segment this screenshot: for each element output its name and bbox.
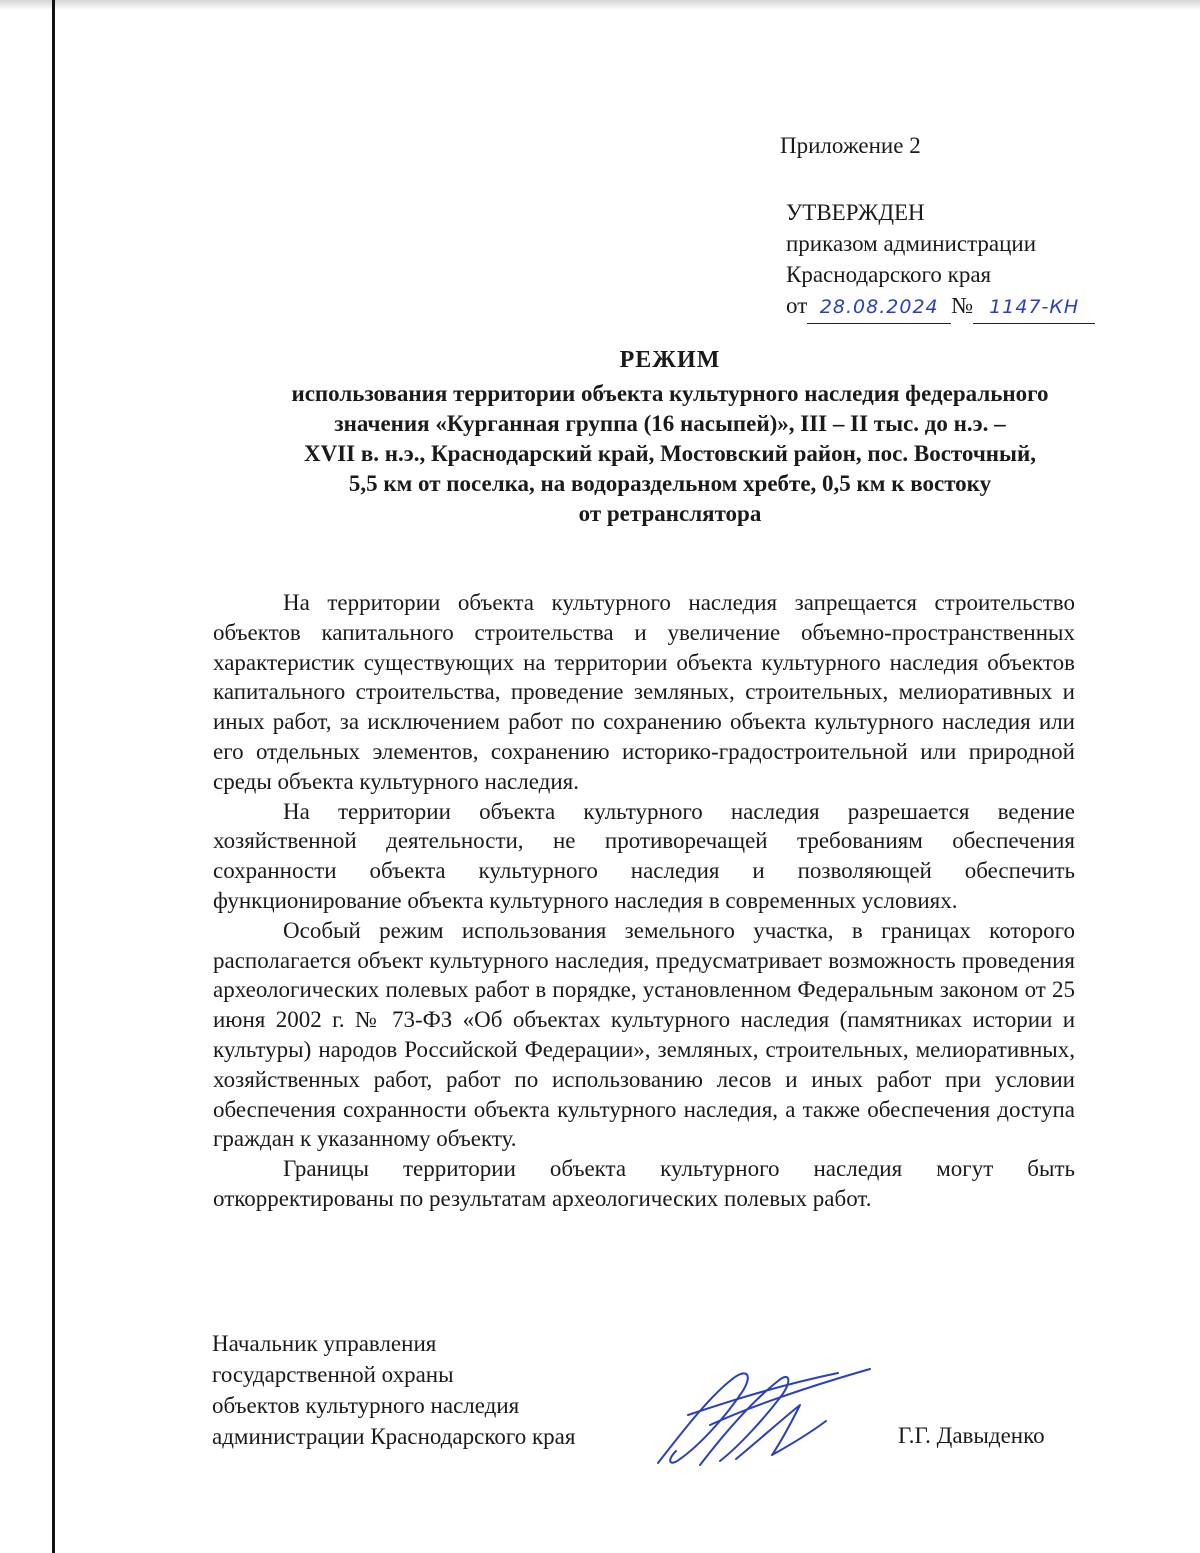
- annex-label: Приложение 2: [780, 133, 921, 158]
- order-number-handwritten: 1147-КН: [973, 292, 1095, 324]
- paragraph-special-regime: Особый режим использования земельного участка, в границах которого располагается объект культурного наследия, предусматривает возможность проведения археологических полевых работ в порядке, установленном Федеральным законом от 25 июня 2002 г. № 73-ФЗ «Об объектах культурного наследия (памятниках истории и культуры) народов Российской Федерации», земляных, строительных, мелиоративных, хозяйственных работ, работ по использованию лесов и иных работ при условии обеспечения сохранности объекта культурного наследия, а также обеспечения доступа граждан к указанному объекту.: [213, 917, 1075, 1152]
- order-from-prefix: от: [786, 293, 808, 318]
- title-line: 5,5 км от поселка, на водораздельном хребте, 0,5 км к востоку: [348, 471, 992, 496]
- paragraph-prohibitions: На территории объекта культурного наследия запрещается строительство объектов капитального строительства и увеличение объемно-пространственных характеристик существующих на территории объекта культурного наследия объектов капитального строительства, проведение земляных, строительных, мелиоративных и иных работ, за исключением работ по сохранению объекта культурного наследия или его отдельных элементов, сохранению историко-градостроительной или природной среды объекта культурного наследия.: [213, 590, 1075, 794]
- handwritten-signature-icon: [640, 1355, 880, 1475]
- paragraph-permitted-activity: На территории объекта культурного наследия разрешается ведение хозяйственной деятельности, не противоречащей требованиям обеспечения сохранности объекта культурного наследия и позволяющей обеспечить функционирование объекта культурного наследия в современных условиях.: [213, 798, 1075, 913]
- scan-left-edge: [52, 0, 55, 1553]
- signer-position-line: государственной охраны: [212, 1362, 454, 1387]
- approved-by-line-2: Краснодарского края: [786, 262, 992, 287]
- approved-by-line-1: приказом администрации: [786, 231, 1037, 256]
- scan-top-edge: [0, 0, 1200, 10]
- document-body: [213, 588, 1075, 1214]
- order-date-handwritten: 28.08.2024: [807, 292, 951, 324]
- document-heading: РЕЖИМ: [619, 347, 721, 373]
- title-line: от ретранслятора: [578, 501, 762, 526]
- signer-position: [212, 1328, 575, 1452]
- approval-stamp-block: [780, 130, 1140, 324]
- paragraph-boundaries: Границы территории объекта культурного наследия могут быть откорректированы по результатам археологических полевых работ.: [213, 1156, 1075, 1211]
- approved-label: УТВЕРЖДЕН: [786, 200, 925, 225]
- title-line: использования территории объекта культурного наследия федерального: [291, 381, 1049, 406]
- signer-name: Г.Г. Давыденко: [898, 1423, 1045, 1448]
- title-line: XVII в. н.э., Краснодарский край, Мостовский район, пос. Восточный,: [303, 441, 1037, 466]
- signer-position-line: объектов культурного наследия: [212, 1393, 520, 1418]
- title-line: значения «Курганная группа (16 насыпей)», III – II тыс. до н.э. –: [334, 411, 1006, 436]
- signer-position-line: администрации Краснодарского края: [212, 1424, 576, 1449]
- order-reference: [786, 290, 1140, 324]
- order-number-prefix: №: [951, 293, 974, 318]
- document-title-block: [180, 345, 1160, 529]
- signer-position-line: Начальник управления: [212, 1331, 437, 1356]
